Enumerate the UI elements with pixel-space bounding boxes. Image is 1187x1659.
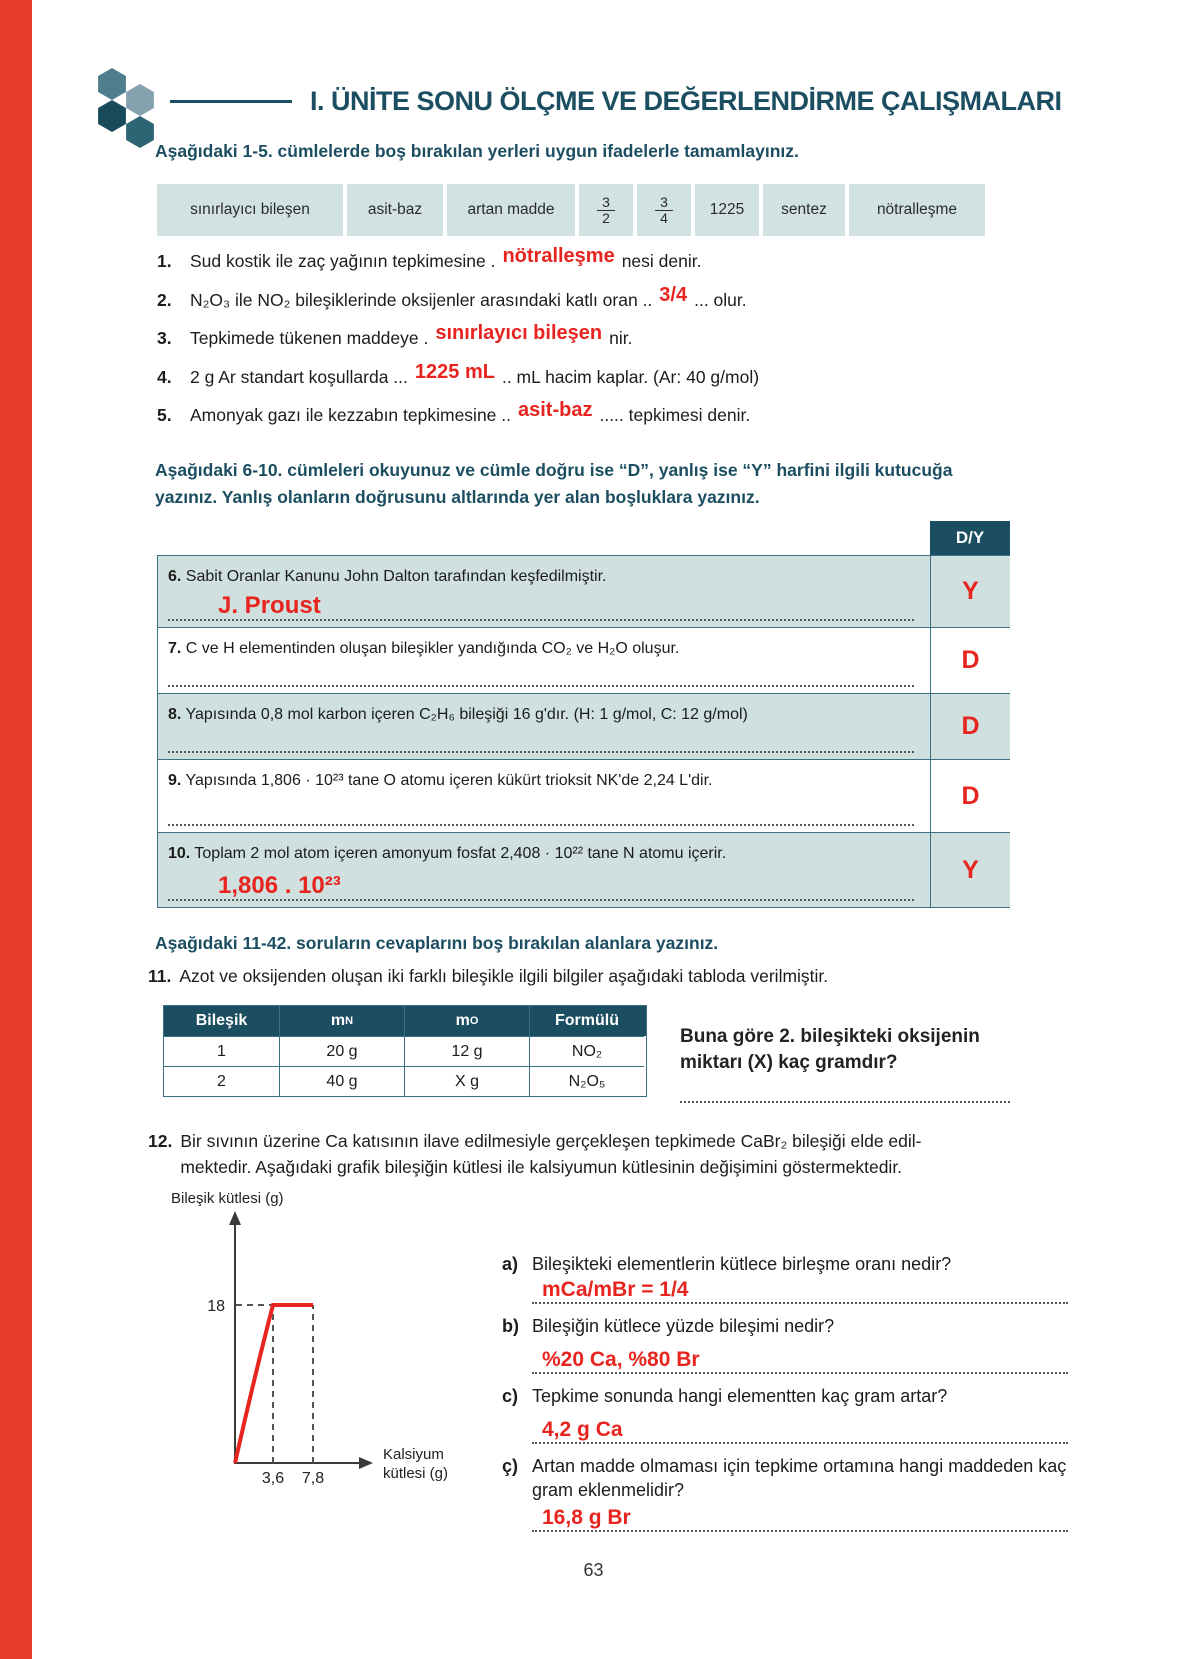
table-header-row [164,1006,646,1036]
hexagon-shape [98,68,126,100]
table-row [158,760,1009,833]
question-11 [148,966,828,987]
statement-number: 8. [168,706,182,723]
question-1 [157,245,1077,289]
subquestion-text: Bileşiğin kütlece yüzde bileşimi nedir? [532,1316,835,1336]
answer-blank-line [532,1276,1068,1304]
table-cell: 12 g [405,1036,530,1066]
y-tick-label: 18 [207,1298,225,1315]
word-bank-item: sentez [763,184,845,236]
handwritten-answer: asit-baz [518,399,593,421]
question-text: N₂O₃ ile NO₂ bileşiklerinde oksijenler arasındaki katlı oran .. [190,289,653,310]
question-number: 12. [148,1131,173,1151]
subquestion-label: b) [502,1316,519,1336]
statement-number: 6. [168,568,182,585]
handwritten-correction: J. Proust [218,592,321,619]
page-number: 63 [583,1560,604,1580]
question-text: nesi denir. [621,251,702,271]
question-text: ... olur. [694,289,747,310]
statement-text: C ve H elementinden oluşan bileşikler yandığında CO₂ ve H₂O oluşur. [185,640,680,657]
handwritten-answer: sınırlayıcı bileşen [435,322,603,344]
question-12 [148,1128,1078,1180]
subquestion-cedilla [502,1454,1068,1502]
question-number: 3. [157,328,172,348]
word-bank [157,184,985,236]
handwritten-correction: 1,806 . 10²³ [218,872,341,899]
x-axis-label: kütlesi (g) [383,1465,449,1482]
dy-answer-cell: Y [931,556,1010,627]
table-cell: 40 g [280,1066,405,1096]
hexagon-shape [126,84,154,116]
question-text: Azot ve oksijenden oluşan iki farklı bileşikle ilgili bilgiler aşağıdaki tabloda verilmiştir. [179,966,829,986]
fraction-numerator: 3 [597,195,615,211]
correction-line [168,800,914,826]
hexagon-shape [98,100,126,132]
question-5 [157,399,1077,443]
subquestion-a [502,1252,1068,1276]
dy-answer-cell: D [931,760,1010,832]
table-cell: X g [405,1066,530,1096]
correction-line [168,593,914,621]
x-axis-arrow [359,1457,373,1469]
question-text-line: mektedir. Aşağıdaki grafik bileşiğin kütlesi ile kalsiyumun kütlesinin değişimini göstermektedir. [180,1157,903,1177]
handwritten-answer: 16,8 g Br [542,1506,631,1529]
table-cell: 2 [164,1066,280,1096]
word-bank-item: asit-baz [347,184,443,236]
question-number: 2. [157,289,172,310]
question-number: 4. [157,366,172,387]
compound-table [163,1005,647,1097]
question-11-prompt: Buna göre 2. bileşikteki oksijenin miktarı (X) kaç gramdır? [680,1026,980,1073]
subquestion-label: a) [502,1254,519,1274]
fill-in-questions [157,245,1077,443]
correction-line [168,727,914,753]
word-bank-item-fraction [579,184,633,236]
question-2 [157,283,1077,328]
question-number: 11. [148,966,172,986]
question-text: .. mL hacim kaplar. (Ar: 40 g/mol) [501,366,760,387]
subquestion-c [502,1384,1068,1408]
subquestion-label: c) [502,1386,519,1406]
question-text: Sud kostik ile zaç yağının tepkimesine . [190,251,496,271]
statement-cell [158,833,931,907]
dy-answer-cell: Y [931,833,1010,907]
answer-blank-line [532,1504,1068,1532]
question-3 [157,322,1077,366]
y-axis-arrow [229,1211,241,1225]
instruction-1-5: Aşağıdaki 1-5. cümlelerde boş bırakılan yerleri uygun ifadelerle tamamlayınız. [155,141,799,161]
mass-graph [155,1185,485,1495]
question-text: Tepkimede tükenen maddeye . [190,328,429,348]
x-tick-label: 7,8 [301,1470,325,1487]
statement-cell [158,556,931,627]
question-12-subquestions [502,1252,1068,1532]
column-header: Formülü [555,1012,619,1029]
correction-line [168,661,914,687]
question-4 [157,360,1077,405]
subquestion-label: ç) [502,1456,519,1476]
statement-cell [158,694,931,759]
true-false-table [157,555,1010,908]
word-bank-item: nötralleşme [849,184,985,236]
question-text-line: Bir sıvının üzerine Ca katısının ilave edilmesiyle gerçekleşen tepkimede CaBr₂ bileşiği elde edil- [180,1131,922,1151]
header [170,86,1062,117]
statement-number: 9. [168,772,182,789]
fraction-denominator: 2 [602,209,610,226]
subquestion-b [502,1314,1068,1338]
dy-answer-cell: D [931,628,1010,693]
table-row [158,556,1009,628]
table-row [164,1066,646,1096]
statement-number: 7. [168,640,182,657]
y-axis-label: Bileşik kütlesi (g) [171,1190,284,1207]
word-bank-item-fraction [637,184,691,236]
question-text: Amonyak gazı ile kezzabın tepkimesine .. [190,405,511,425]
question-text: 2 g Ar standart koşullarda ... [190,366,408,387]
dy-answer-cell: D [931,694,1010,759]
table-row [158,628,1009,694]
handwritten-answer: 3/4 [659,283,688,306]
subquestion-text: Bileşikteki elementlerin kütlece birleşme oranı nedir? [532,1254,952,1274]
statement-text: Yapısında 0,8 mol karbon içeren C₂H₆ bileşiği 16 g'dır. (H: 1 g/mol, C: 12 g/mol) [185,706,748,723]
statement-cell [158,760,931,832]
question-text: ..... tepkimesi denir. [599,405,751,425]
table-cell: 1 [164,1036,280,1066]
hexagon-shape [126,116,154,148]
handwritten-answer: 1225 mL [414,360,495,383]
statement-text: Sabit Oranlar Kanunu John Dalton tarafından keşfedilmiştir. [185,568,607,585]
instruction-6-10: Aşağıdaki 6-10. cümleleri okuyunuz ve cümle doğru ise “D”, yanlış ise “Y” harfini ilgili kutucuğa yazınız. Yanlış olanların doğrusunu altlarında yer alan boşluklara yazınız. [155,460,953,507]
column-header: m O [405,1006,530,1036]
handwritten-answer: %20 Ca, %80 Br [542,1348,700,1371]
table-cell: 20 g [280,1036,405,1066]
subquestion-text: Tepkime sonunda hangi elementten kaç gram artar? [532,1386,948,1406]
question-text: nir. [609,328,633,348]
word-bank-item: 1225 [695,184,759,236]
answer-blank-line [532,1346,1068,1374]
x-axis-label: Kalsiyum [383,1446,444,1463]
fraction-numerator: 3 [655,195,673,211]
word-bank-item: artan madde [447,184,575,236]
word-bank-item: sınırlayıcı bileşen [157,184,343,236]
answer-blank-line [532,1416,1068,1444]
question-number: 5. [157,405,172,425]
statement-cell [158,628,931,693]
title-rule [170,100,292,103]
table-cell: NO₂ [530,1036,644,1066]
column-header: Bileşik [164,1006,280,1036]
dy-column-header: D/Y [930,521,1010,555]
handwritten-answer: nötralleşme [502,245,615,267]
column-header: m N [280,1006,405,1036]
table-row [164,1036,646,1066]
fraction-denominator: 4 [660,209,668,226]
question-number: 1. [157,251,172,271]
instruction-11-42: Aşağıdaki 11-42. soruların cevaplarını boş bırakılan alanlara yazınız. [155,933,719,953]
x-tick-label: 3,6 [261,1470,285,1487]
answer-blank-line [680,1083,1010,1103]
handwritten-answer: 4,2 g Ca [542,1418,623,1441]
subquestion-text: Artan madde olmaması için tepkime ortamına hangi maddeden kaç gram eklenmelidir? [532,1456,1067,1500]
table-cell: N₂O₅ [530,1066,644,1096]
table-row [158,694,1009,760]
handwritten-answer: mCa/mBr = 1/4 [542,1278,689,1301]
statement-text: Yapısında 1,806 · 10²³ tane O atomu içeren kükürt trioksit NK'de 2,24 L'dir. [185,772,713,789]
statement-number: 10. [168,845,191,862]
page-title: I. ÜNİTE SONU ÖLÇME VE DEĞERLENDİRME ÇALIŞMALARI [310,86,1062,116]
table-row [158,833,1009,907]
statement-text: Toplam 2 mol atom içeren amonyum fosfat 2,408 · 10²² tane N atomu içerir. [194,845,727,862]
page-edge-strip [0,0,32,1659]
correction-line [168,873,914,901]
